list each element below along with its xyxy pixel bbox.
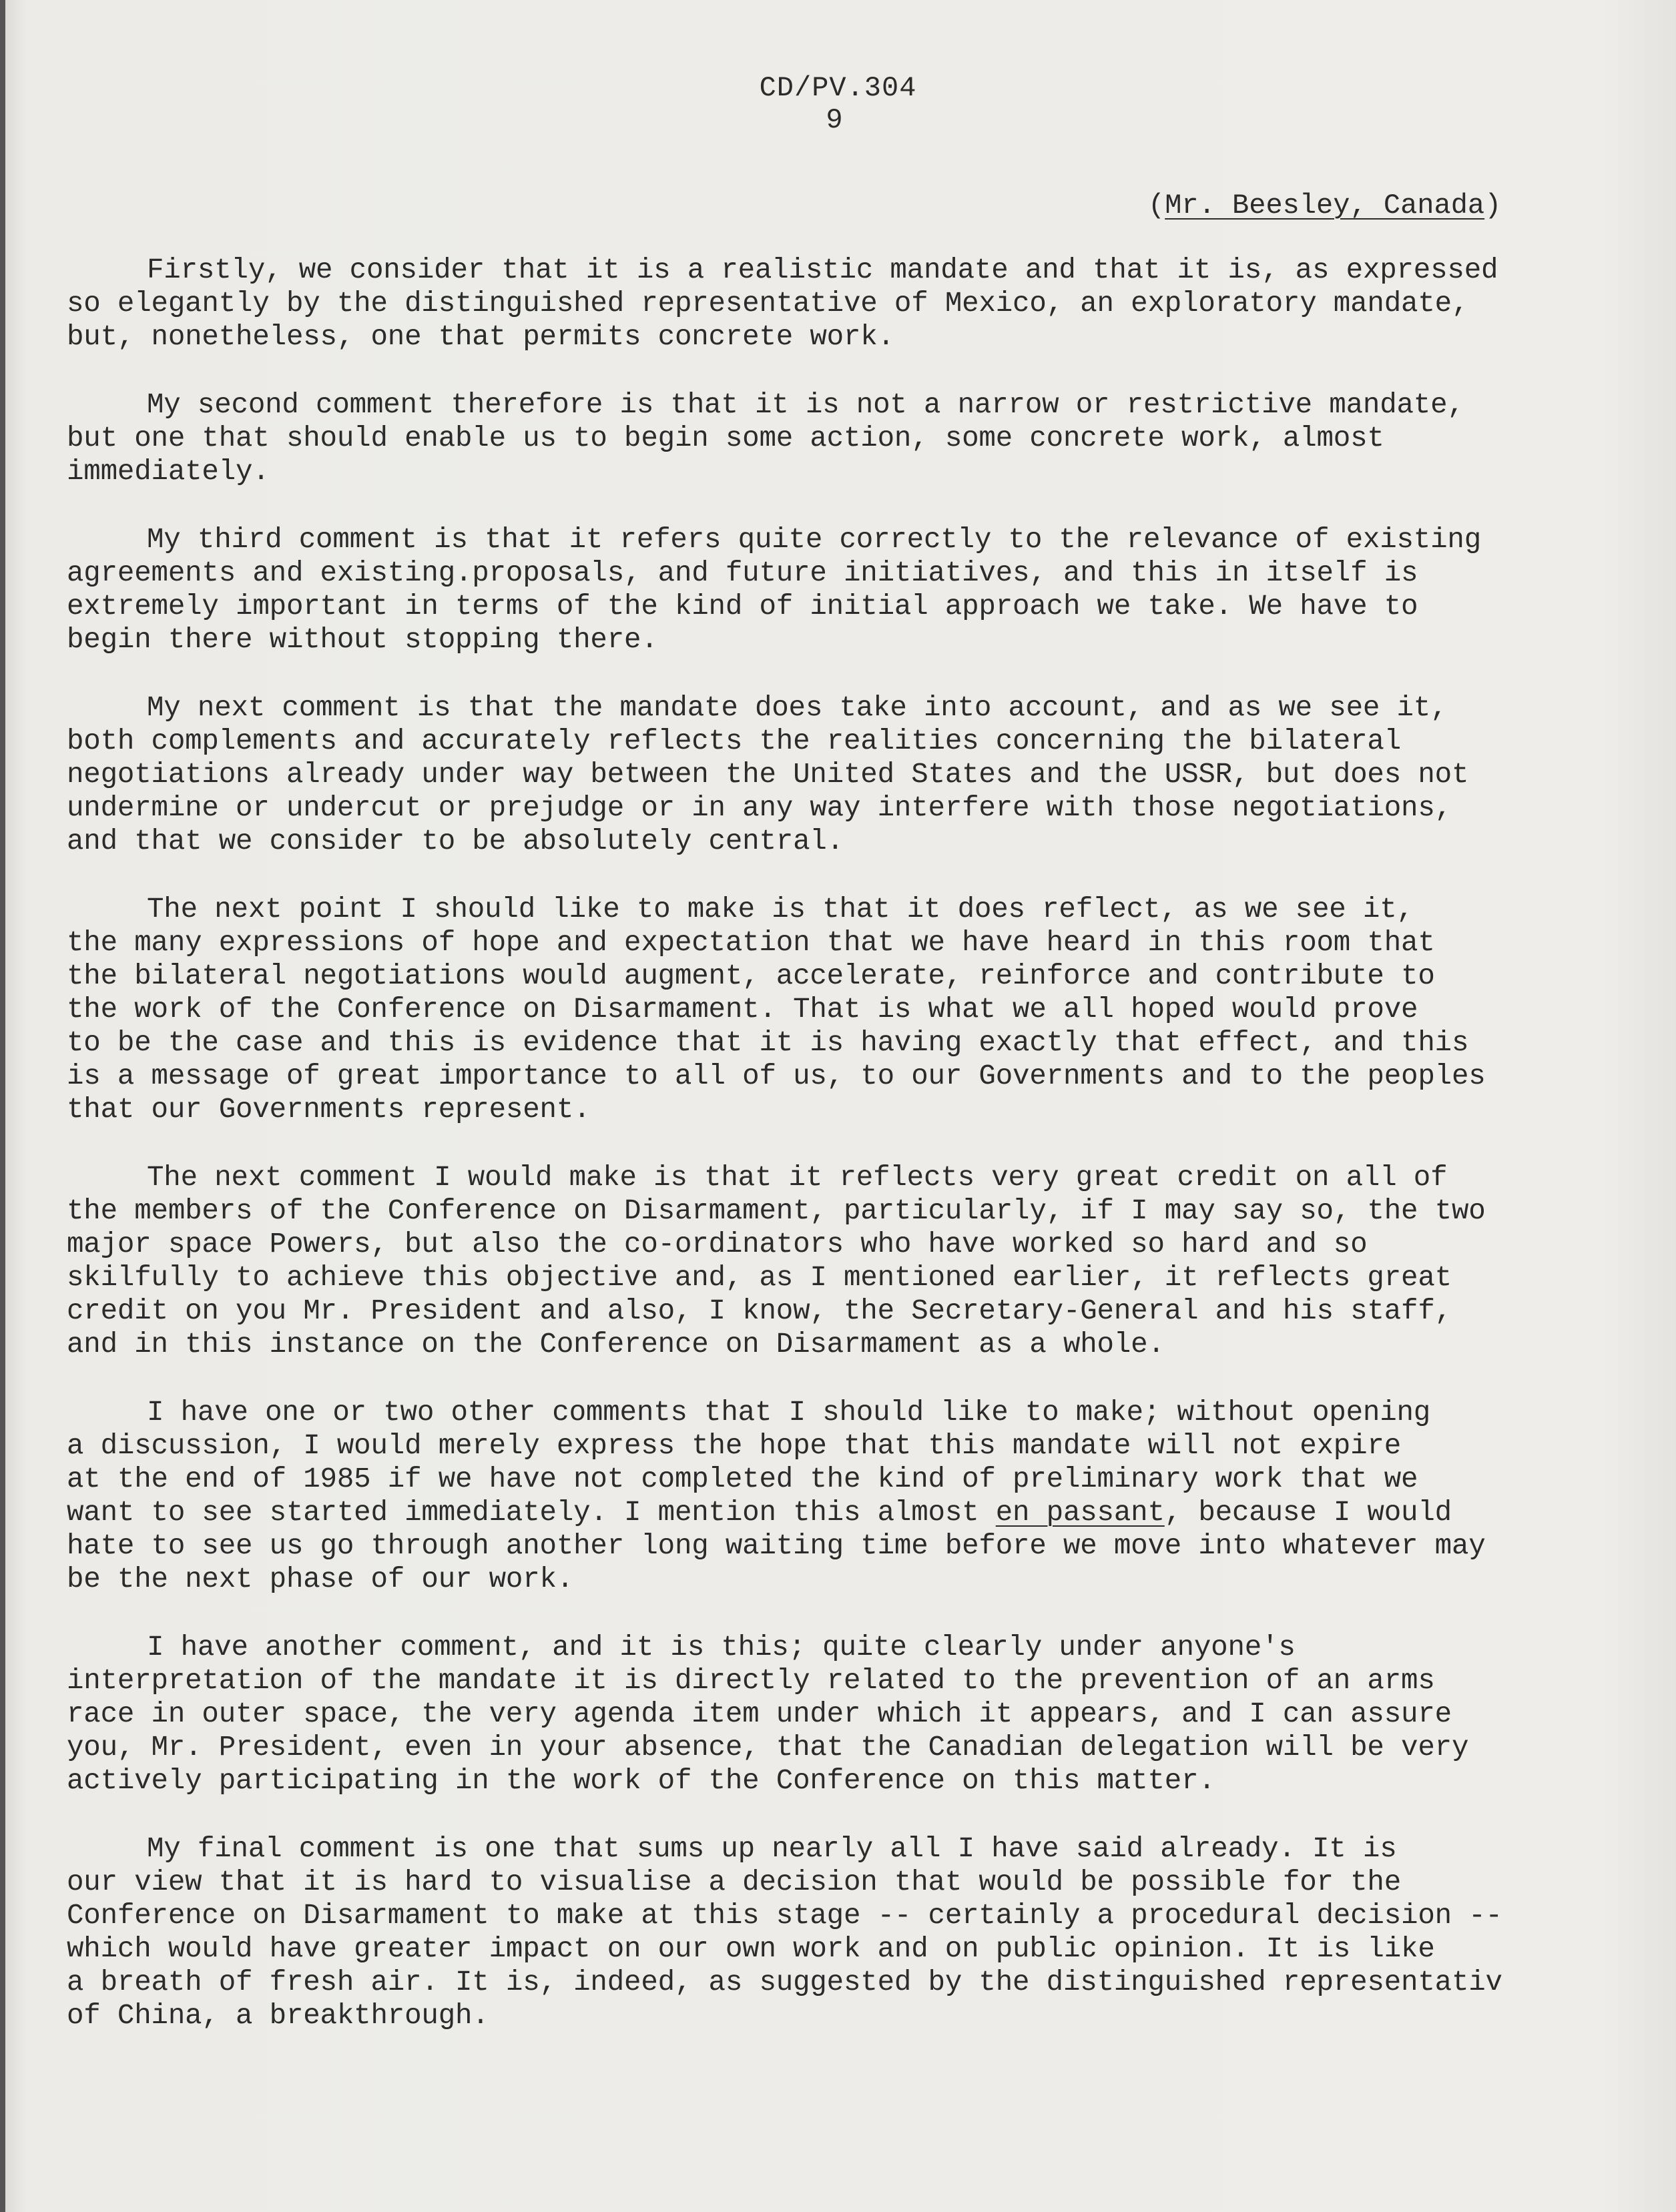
paragraph-4: My next comment is that the mandate does take into account, and as we see it, both complements and accurately reflects the realities concerning the bilateral negotiations already under way between the United States and the USSR, but does not undermine or undercut or prejudge or in any way interfere with those negotiations, and that we consider to be absolutely central. — [67, 692, 1469, 857]
speaker-open-paren: ( — [1148, 190, 1165, 222]
speaker-attribution — [1148, 187, 1522, 224]
page-edge-shadow — [0, 0, 5, 2212]
paragraph-3: My third comment is that it refers quite correctly to the relevance of existing agreements and existing.proposals, and future initiatives, and this in itself is extremely important in terms of the kind of initial approach we take. We have to begin there without stopping there. — [67, 524, 1482, 656]
paragraph-8: I have another comment, and it is this; quite clearly under anyone's interpretation of the mandate it is directly related to the prevention of an arms race in outer space, the very agenda item under which it appears, and I can assure you, Mr. President, even in your absence, that the Canadian delegation will be very actively participating in the work of the Conference on this matter. — [67, 1631, 1469, 1797]
paragraph-9: My final comment is one that sums up nearly all I have said already. It is our view that it is hard to visualise a decision that would be possible for the Conference on Disarmament to make at this stage -- certainly a procedural decision -- which would have greater impact on our own work and on public opinion. It is like a breath of fresh air. It is, indeed, as suggested by the distinguished representativ of China, a breakthrough. — [67, 1833, 1502, 2032]
speaker-name: Mr. Beesley, Canada — [1165, 190, 1485, 222]
document-header — [0, 72, 1676, 136]
paragraph-5: The next point I should like to make is that it does reflect, as we see it, the many expressions of hope and expectation that we have heard in this room that the bilateral negotiations would augment, accelerate, reinforce and contribute to the work of the Conference on Disarmament. That is what we all hoped would prove to be the case and this is evidence that it is having exactly that effect, and this is a message of great importance to all of us, to our Governments and to the peoples that our Governments represent. — [67, 893, 1486, 1126]
paragraph-6: The next comment I would make is that it reflects very great credit on all of the members of the Conference on Disarmament, particularly, if I may say so, the two major space Powers, but also the co-ordinators who have worked so hard and so skilfully to achieve this objective and, as I mentioned earlier, it reflects great credit on you Mr. President and also, I know, the Secretary-General and his staff, and in this instance on the Conference on Disarmament as a whole. — [67, 1162, 1486, 1361]
paragraph-7-emphasis: en passant — [995, 1497, 1165, 1529]
paragraph-2: My second comment therefore is that it is not a narrow or restrictive mandate, but one that should enable us to begin some action, some concrete work, almost immediately. — [67, 389, 1464, 488]
speaker-close-paren: ) — [1484, 190, 1502, 222]
paragraph-1: Firstly, we consider that it is a realistic mandate and that it is, as expressed so elegantly by the distinguished representative of Mexico, an exploratory mandate, but, nonetheless, one that permits concrete work. — [67, 254, 1498, 353]
paragraph-7 — [67, 1396, 1562, 1596]
document-code: CD/PV.304 — [759, 72, 917, 104]
paragraph-7-text-before: I have one or two other comments that I should like to make; without opening a discussion, I would merely express the hope that this mandate will not expire at the end of 1985 if we have not completed the kind of preliminary work that we want to see started immediately. I mention this almost — [67, 1397, 1431, 1529]
paragraph-7-text-after: , because I would hate to see us go through another long waiting time before we move into whatever may be the next phase of our work. — [67, 1497, 1486, 1595]
page-number: 9 — [826, 104, 844, 136]
statement-body — [67, 254, 1562, 2067]
